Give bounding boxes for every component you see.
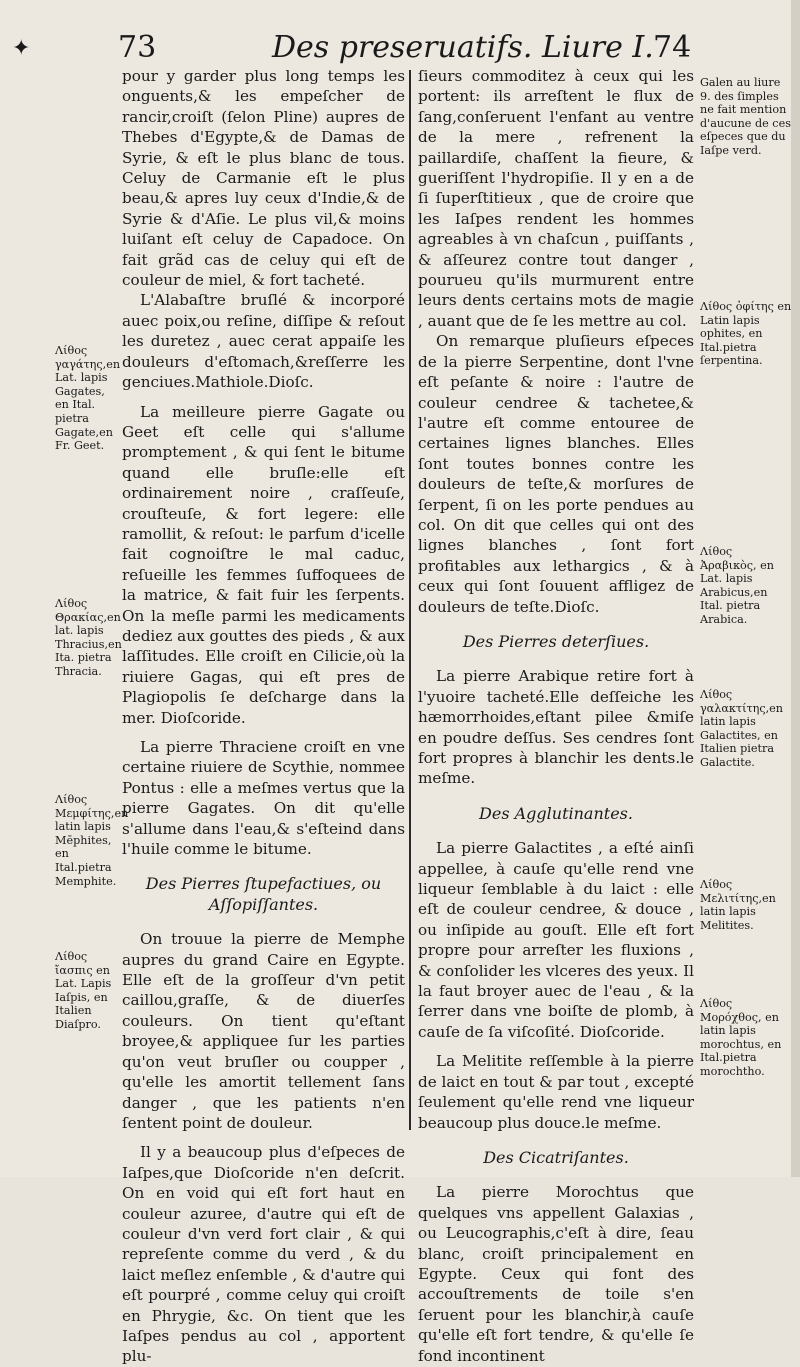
margin-note-galen: Galen au liure 9. des ſimples ne fait mention d'aucune de ces eſpeces que du Iaſpe verd. — [700, 76, 791, 157]
paragraph: La pierre Galactites , a eſté ainſi appellee, à cauſe qu'elle rend vne liqueur ſemblable à du laict : elle eſt de couleur cendree, & douce , ou inſipide au gouſt. Elle eſt fort propre pour arreſter les fluxions , & conſolider les vlceres des yeux. Il la faut broyer auec de l'eau , & la ſerrer dans vne boiſte de plomb, à cauſe de ſa viſcoſité. Dioſcoride. — [418, 839, 694, 1041]
section-heading: Des Pierres deterſiues. — [462, 631, 650, 651]
paragraph: On trouue la pierre de Memphe aupres du grand Caire en Egypte. Elle eſt de la groſſeur d'vn petit caillou,graſſe, & de diuerſes couleurs. On tient qu'eſtant broyee,& appliquee ſur les parties qu'on veut bruſler ou coupper , qu'elle les amortit tellement ſans danger , que les patients n'en ſentent point de douleur. — [122, 930, 405, 1132]
paragraph: Il y a beaucoup plus d'eſpeces de Iaſpes,que Dioſcoride n'en deſcrit. On en void qui eſt fort haut en couleur azuree, d'autre qui eſt de couleur d'vn verd fort clair , & qui repreſente comme du verd , & du laict meſlez enſemble , & d'autre qui eſt pourpré , comme celuy qui croiſt en Phrygie, &c. On tient que les Iaſpes pendus au col , apportent plu- — [122, 1143, 405, 1366]
left-page-number: 73 — [118, 30, 157, 65]
paragraph: ſieurs commoditez à ceux qui les portent: ils arreſtent le flux de ſang,conſeruent l'enfant au ventre de la mere , refrenent la paillardiſe, chaſſent la fieure, & gueriſſent l'hydropiſie. Il y en a de ſi ſuperſtitieux , que de croire que les Iaſpes rendent les hommes agreables à vn chaſcun , puiſſants , & aſſeurez contre tout danger , pourueu qu'ils murmurent entre leurs dents certains mots de magie , auant que de ſe les mettre au col. — [418, 67, 694, 330]
margin-note-melitites: Λίθος Μελιτίτης,en latin lapis Melitites. — [700, 878, 776, 932]
section-heading: Des Pierres ſtupefactiues, ou Aſſopiſſantes. — [145, 874, 382, 914]
column-divider — [409, 70, 411, 1130]
margin-note-thracius: Λίθος Θρακίας,en lat. lapis Thracius,en Ita. pietra Thracia. — [55, 597, 122, 678]
paragraph: La pierre Arabique retire fort à l'yuoire tacheté.Elle deſſeiche les hæmorrhoides,eſtant pilee &miſe en poudre deſſus. Ses cendres ſont fort propres à blanchir les dents.le meſme. — [418, 667, 694, 788]
margin-note-arabicus: Λίθος Ἀραβικὸς, en Lat. lapis Arabicus,en Ital. pietra Arabica. — [700, 545, 774, 626]
corner-ornament: ✦ — [12, 36, 31, 61]
paragraph: L'Alabaſtre bruſlé & incorporé auec poix,ou reſine, diſſipe & reſout les duretez , auec cerat appaiſe les douleurs d'eſtomach,&reſſerre les genciues.Mathiole.Dioſc. — [122, 291, 405, 392]
paragraph: La pierre Thraciene croiſt en vne certaine riuiere de Scythie, nommee Pontus : elle a meſmes vertus que la pierre Gagates. On dit qu'elle s'allume dans l'eau,& s'eſteind dans l'huile comme le bitume. — [122, 738, 405, 859]
paragraph: La pierre Morochtus que quelques vns appellent Galaxias , ou Leucographis,c'eſt à dire, ſeau blanc, croiſt principalement en Egypte. Ceux qui font des accouſtrements de toile s'en ſeruent pour les blanchir,à cauſe qu'elle eſt fort tendre, & qu'elle ſe fond incontinent — [418, 1183, 694, 1365]
paragraph: On remarque pluſieurs eſpeces de la pierre Serpentine, dont l'vne eſt peſante & noire : l'autre de couleur cendree & tachetee,& l'autre eſt comme entouree de certaines lignes blanches. Elles ſont toutes bonnes contre les douleurs de teſte,& morſures de ſerpent, ſi on les porte pendues au col. On dit que celles qui ont des lignes blanches , ſont fort profitables aux lethargics , & à ceux qui ſont ſouuent affligez de douleurs de teſte.Dioſc. — [418, 332, 694, 616]
left-text-column — [122, 66, 405, 1367]
running-head: Des preseruatifs. Liure I. — [272, 30, 654, 65]
margin-note-galactites: Λίθος γαλακτίτης,en latin lapis Galactites, en Italien pietra Galactite. — [700, 688, 783, 769]
margin-note-memphites: Λίθος Μεμφίτης,en latin lapis Mēphites, en Ital.pietra Memphite. — [55, 793, 129, 888]
section-heading: Des Cicatriſantes. — [483, 1147, 629, 1167]
paragraph: La meilleure pierre Gagate ou Geet eſt celle qui s'allume promptement , & qui ſent le bitume quand elle bruſle:elle eſt ordinairement noire , craſſeuſe, crouſteuſe, & fort legere: elle ramollit, & reſout: le parfum d'icelle fait cognoiſtre le mal caduc, reſueille les femmes ſuffoquees de la matrice, & fait fuir les ſerpents. On la meſle parmi les medicaments dediez aux gouttes des pieds , & aux laſſitudes. Elle croiſt en Cilicie,où la riuiere Gagas, qui eſt pres de Plagiopolis ſe deſcharge dans la mer. Dioſcoride. — [122, 402, 405, 727]
paragraph: pour y garder plus long temps les onguents,& les empeſcher de rancir,croiſt (ſelon Pline) aupres de Thebes d'Egypte,& de Damas de Syrie, & eſt le plus blanc de tous. Celuy de Carmanie eſt le plus beau,& apres luy ceux d'Indie,& de Syrie & d'Aſie. Le plus vil,& moins luiſant eſt celuy de Capadoce. On fait grãd cas de celuy qui eſt de couleur de miel, & fort tacheté. — [122, 67, 405, 290]
right-page-number: 74 — [653, 30, 692, 65]
margin-note-gagates: Λίθος γαγάτης,en Lat. lapis Gagates, en Ital. pietra Gagate,en Fr. Geet. — [55, 344, 121, 453]
paragraph: La Melitite reſſemble à la pierre de laict en tout & par tout , excepté ſeulement qu'elle rend vne liqueur beaucoup plus douce.le meſme. — [418, 1052, 694, 1132]
margin-note-ophites: Λίθος ὀφίτης en Latin lapis ophites, en Ital.pietra ſerpentina. — [700, 300, 792, 368]
margin-note-morochthus: Λίθος Μορόχθος, en latin lapis morochtus, en Ital.pietra morochtho. — [700, 997, 782, 1078]
right-text-column — [418, 66, 694, 1366]
page-edge-shadow — [791, 0, 800, 1177]
section-heading: Des Agglutinantes. — [479, 803, 633, 823]
margin-note-iaspis: Λίθος ἴασπις en Lat. Lapis Iaſpis, en Italien Diaſpro. — [55, 950, 112, 1031]
